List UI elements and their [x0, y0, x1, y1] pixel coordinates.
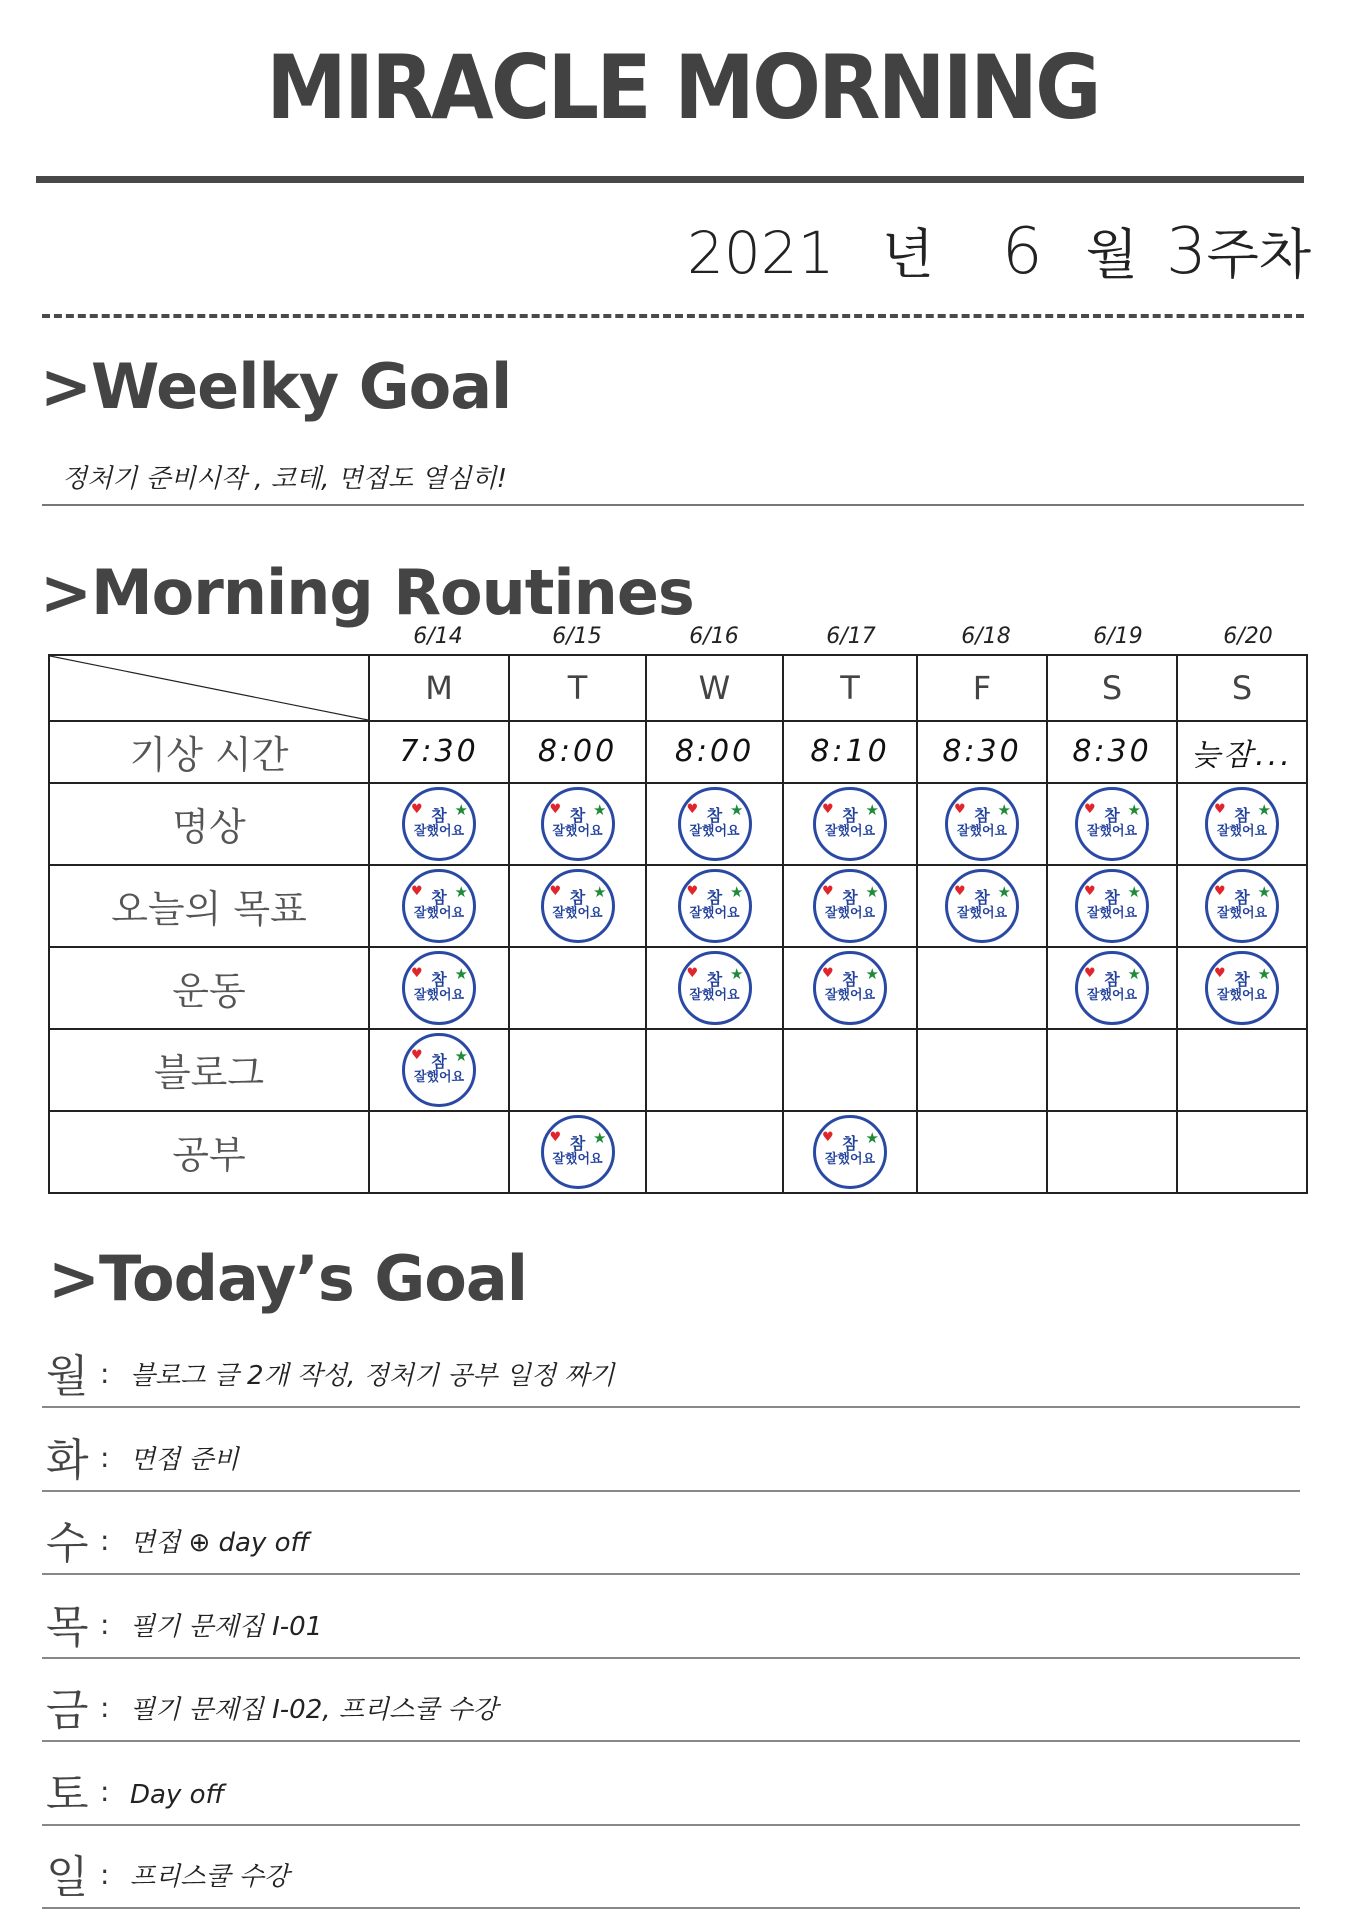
stamp-text-top: 참	[431, 970, 447, 990]
star-icon: ★	[454, 964, 468, 983]
routine-check-cell	[783, 865, 917, 947]
stamp-text-bottom: 잘했어요	[552, 1152, 603, 1168]
today-goal-heading: >Today’s Goal	[48, 1242, 527, 1315]
heart-icon: ♥	[411, 1047, 423, 1063]
week-date	[687, 212, 1311, 289]
stamp-text-bottom: 잘했어요	[413, 1070, 465, 1086]
routine-check-cell	[509, 865, 646, 947]
routine-check-cell	[369, 947, 509, 1029]
wake-time-cell: 8:10	[783, 721, 917, 783]
routine-label: 오늘의 목표	[49, 865, 369, 947]
well-done-stamp	[541, 869, 615, 943]
routine-row	[49, 1029, 1307, 1111]
routine-check-cell	[369, 1029, 509, 1111]
routine-check-cell	[783, 1029, 917, 1111]
today-goal-row	[42, 1746, 1300, 1826]
well-done-stamp	[945, 869, 1019, 943]
routine-check-cell	[917, 1029, 1047, 1111]
heart-icon: ♥	[1214, 965, 1226, 981]
star-icon: ★	[593, 882, 607, 901]
routine-check-cell	[917, 1111, 1047, 1193]
routine-check-cell	[1177, 1029, 1307, 1111]
well-done-stamp	[1205, 787, 1279, 861]
colon-separator: :	[100, 1524, 110, 1557]
stamp-text-top: 참	[569, 888, 586, 908]
stamp-text-bottom: 잘했어요	[1086, 988, 1138, 1004]
star-icon: ★	[1257, 964, 1271, 983]
heart-icon: ♥	[686, 883, 699, 899]
stamp-text-bottom: 잘했어요	[413, 906, 465, 922]
routine-check-cell	[646, 1029, 783, 1111]
well-done-stamp	[678, 787, 752, 861]
heart-icon: ♥	[954, 883, 966, 899]
stamp-text-bottom: 잘했어요	[552, 824, 603, 840]
stamp-text-bottom: 잘했어요	[824, 988, 876, 1004]
stamp-text-bottom: 잘했어요	[824, 824, 876, 840]
page-title: MIRACLE MORNING	[266, 36, 1099, 139]
stamp-text-top: 참	[1234, 970, 1250, 990]
routine-check-cell	[1177, 783, 1307, 865]
well-done-stamp	[678, 869, 752, 943]
heart-icon: ♥	[822, 1129, 834, 1145]
heart-icon: ♥	[686, 801, 699, 817]
weekday-label: 수	[46, 1518, 89, 1569]
month-value: 6	[1001, 215, 1043, 289]
routine-body	[49, 721, 1307, 1193]
today-goal-row	[42, 1495, 1300, 1575]
weekly-goal-underline	[42, 504, 1304, 506]
month-unit: 월	[1085, 223, 1138, 286]
well-done-stamp	[813, 951, 887, 1025]
weekday-label: 화	[46, 1434, 89, 1486]
today-goal-text: 블로그 글 2개 작성, 정처기 공부 일정 짜기	[130, 1361, 615, 1391]
well-done-stamp	[541, 1115, 615, 1189]
routine-check-cell	[369, 783, 509, 865]
star-icon: ★	[1127, 964, 1141, 983]
today-goal-text: 면접 ⊕ day off	[130, 1528, 310, 1558]
heart-icon: ♥	[411, 965, 423, 981]
routine-check-cell	[1047, 783, 1177, 865]
colon-separator: :	[100, 1774, 110, 1808]
well-done-stamp	[1075, 951, 1149, 1025]
star-icon: ★	[730, 800, 744, 819]
well-done-stamp	[1205, 869, 1279, 943]
routine-check-cell	[646, 783, 783, 865]
routine-check-cell	[1047, 1111, 1177, 1193]
stamp-text-top: 참	[842, 970, 858, 990]
stamp-text-bottom: 잘했어요	[956, 906, 1008, 922]
routine-check-cell	[1177, 1111, 1307, 1193]
weekly-goal-heading: >Weelky Goal	[40, 350, 512, 423]
title-divider	[36, 176, 1304, 183]
well-done-stamp	[541, 787, 615, 861]
routine-check-cell	[1047, 865, 1177, 947]
day-header-row	[49, 655, 1307, 721]
star-icon: ★	[865, 1128, 879, 1147]
weekday-label: 월	[46, 1351, 89, 1402]
routine-check-cell	[783, 1111, 917, 1193]
routine-row	[49, 1111, 1307, 1193]
stamp-text-top: 참	[431, 1052, 447, 1072]
day-header: T	[509, 655, 646, 721]
routine-check-cell	[917, 783, 1047, 865]
today-goal-text: 필기 문제집 I-01	[130, 1611, 323, 1642]
star-icon: ★	[1257, 882, 1271, 901]
star-icon: ★	[730, 964, 744, 983]
stamp-text-bottom: 잘했어요	[1086, 824, 1138, 840]
stamp-text-top: 참	[431, 806, 447, 826]
day-header: S	[1047, 655, 1177, 721]
star-icon: ★	[997, 800, 1011, 819]
star-icon: ★	[1127, 882, 1141, 901]
routine-check-cell	[509, 783, 646, 865]
star-icon: ★	[1257, 800, 1271, 819]
heart-icon: ♥	[1084, 965, 1096, 981]
stamp-text-top: 참	[842, 806, 858, 826]
week-value: 3	[1165, 215, 1207, 289]
heart-icon: ♥	[822, 883, 834, 899]
stamp-text-bottom: 잘했어요	[413, 824, 465, 840]
stamp-text-top: 참	[431, 888, 447, 908]
stamp-text-top: 참	[569, 1134, 586, 1154]
stamp-text-bottom: 잘했어요	[956, 824, 1008, 840]
routine-check-cell	[369, 1111, 509, 1193]
day-header: M	[369, 655, 509, 721]
routine-check-cell	[1047, 947, 1177, 1029]
routine-label: 공부	[49, 1111, 369, 1193]
day-header: S	[1177, 655, 1307, 721]
stamp-text-top: 참	[842, 888, 858, 908]
stamp-text-bottom: 잘했어요	[689, 824, 740, 840]
routine-check-cell	[509, 947, 646, 1029]
today-goal-text: 필기 문제집 I-02, 프리스쿨 수강	[130, 1695, 498, 1725]
date-label: 6/17	[826, 624, 876, 649]
heart-icon: ♥	[822, 801, 834, 817]
star-icon: ★	[865, 800, 879, 819]
well-done-stamp	[813, 1115, 887, 1189]
date-label: 6/19	[1093, 624, 1143, 649]
today-goal-row	[42, 1829, 1300, 1909]
date-label: 6/15	[552, 624, 602, 649]
stamp-text-top: 참	[1104, 970, 1120, 990]
routine-check-cell	[1177, 947, 1307, 1029]
year-unit: 년	[881, 223, 934, 286]
heart-icon: ♥	[1214, 883, 1226, 899]
routine-check-cell	[783, 947, 917, 1029]
routine-row	[49, 865, 1307, 947]
corner-cell	[49, 655, 369, 721]
today-goal-text: 프리스쿨 수강	[130, 1862, 289, 1892]
star-icon: ★	[454, 1046, 468, 1065]
colon-separator: :	[100, 1440, 110, 1474]
heart-icon: ♥	[1084, 801, 1096, 817]
routine-label: 명상	[49, 783, 369, 865]
wake-time-cell: 8:00	[646, 721, 783, 783]
routine-check-cell	[917, 947, 1047, 1029]
today-goal-row	[42, 1412, 1300, 1492]
stamp-text-bottom: 잘했어요	[689, 906, 740, 922]
star-icon: ★	[730, 882, 744, 901]
stamp-text-top: 참	[1234, 888, 1250, 908]
stamp-text-bottom: 잘했어요	[689, 988, 740, 1004]
stamp-text-top: 참	[1234, 806, 1250, 826]
routine-label: 운동	[49, 947, 369, 1029]
routine-check-cell	[1047, 1029, 1177, 1111]
routine-table	[48, 654, 1308, 1194]
star-icon: ★	[454, 800, 468, 819]
dashed-divider	[42, 314, 1304, 318]
stamp-text-bottom: 잘했어요	[1216, 988, 1268, 1004]
heart-icon: ♥	[1084, 883, 1096, 899]
routine-check-cell	[646, 947, 783, 1029]
routine-check-cell	[646, 1111, 783, 1193]
stamp-text-top: 참	[1104, 806, 1120, 826]
routine-check-cell	[509, 1111, 646, 1193]
date-label: 6/18	[961, 624, 1011, 649]
stamp-text-bottom: 잘했어요	[552, 906, 603, 922]
routine-check-cell	[783, 783, 917, 865]
weekday-label: 금	[46, 1685, 89, 1736]
wake-time-label: 기상 시간	[49, 721, 369, 783]
routine-check-cell	[646, 865, 783, 947]
stamp-text-top: 참	[569, 806, 586, 826]
colon-separator: :	[100, 1607, 110, 1641]
date-label: 6/14	[413, 624, 463, 649]
stamp-text-bottom: 잘했어요	[824, 906, 876, 922]
well-done-stamp	[813, 787, 887, 861]
routine-check-cell	[917, 865, 1047, 947]
colon-separator: :	[100, 1357, 110, 1390]
heart-icon: ♥	[954, 801, 966, 817]
date-label: 6/20	[1223, 624, 1273, 649]
stamp-text-bottom: 잘했어요	[413, 988, 465, 1004]
well-done-stamp	[678, 951, 752, 1025]
well-done-stamp	[402, 869, 476, 943]
wake-time-cell: 늦잠...	[1177, 721, 1307, 783]
weekly-goal-text: 정처기 준비시작 , 코테, 면접도 열심히!	[62, 464, 508, 494]
stamp-text-top: 참	[1104, 888, 1120, 908]
well-done-stamp	[813, 869, 887, 943]
heart-icon: ♥	[686, 965, 699, 981]
stamp-text-top: 참	[974, 888, 990, 908]
day-header: F	[917, 655, 1047, 721]
weekday-label: 목	[46, 1601, 89, 1653]
star-icon: ★	[593, 1128, 607, 1147]
wake-time-cell: 8:30	[1047, 721, 1177, 783]
heart-icon: ♥	[549, 883, 562, 899]
routine-row	[49, 947, 1307, 1029]
heart-icon: ♥	[411, 883, 423, 899]
year-value: 2021	[686, 219, 835, 287]
stamp-text-top: 참	[706, 888, 723, 908]
stamp-text-top: 참	[842, 1134, 858, 1154]
star-icon: ★	[1127, 800, 1141, 819]
routine-check-cell	[369, 865, 509, 947]
stamp-text-top: 참	[706, 806, 723, 826]
routine-check-cell	[509, 1029, 646, 1111]
stamp-text-bottom: 잘했어요	[824, 1152, 876, 1168]
heart-icon: ♥	[822, 965, 834, 981]
colon-separator: :	[100, 1858, 110, 1891]
well-done-stamp	[945, 787, 1019, 861]
wake-time-cell: 8:00	[509, 721, 646, 783]
wake-time-row	[49, 721, 1307, 783]
star-icon: ★	[865, 882, 879, 901]
today-goal-text: Day off	[130, 1779, 225, 1810]
day-header: W	[646, 655, 783, 721]
morning-routines-heading: >Morning Routines	[40, 556, 694, 629]
well-done-stamp	[1075, 869, 1149, 943]
star-icon: ★	[454, 882, 468, 901]
date-label: 6/16	[689, 624, 739, 649]
heart-icon: ♥	[1214, 801, 1226, 817]
routine-row	[49, 783, 1307, 865]
today-goal-row	[42, 1662, 1300, 1742]
stamp-text-top: 참	[974, 806, 990, 826]
star-icon: ★	[997, 882, 1011, 901]
well-done-stamp	[402, 787, 476, 861]
routine-check-cell	[1177, 865, 1307, 947]
heart-icon: ♥	[411, 801, 423, 817]
heart-icon: ♥	[549, 801, 562, 817]
colon-separator: :	[100, 1691, 110, 1724]
wake-time-cell: 7:30	[369, 721, 509, 783]
well-done-stamp	[402, 1033, 476, 1107]
routine-label: 블로그	[49, 1029, 369, 1111]
well-done-stamp	[402, 951, 476, 1025]
today-goal-row	[42, 1328, 1300, 1408]
stamp-text-bottom: 잘했어요	[1216, 824, 1268, 840]
stamp-text-bottom: 잘했어요	[1216, 906, 1268, 922]
day-header: T	[783, 655, 917, 721]
star-icon: ★	[865, 964, 879, 983]
star-icon: ★	[593, 800, 607, 819]
week-unit: 주차	[1206, 223, 1311, 286]
well-done-stamp	[1205, 951, 1279, 1025]
stamp-text-top: 참	[706, 970, 723, 990]
today-goal-text: 면접 준비	[130, 1444, 239, 1475]
stamp-text-bottom: 잘했어요	[1086, 906, 1138, 922]
today-goal-row	[42, 1579, 1300, 1659]
wake-time-cell: 8:30	[917, 721, 1047, 783]
diagonal-line	[50, 656, 368, 720]
weekday-label: 일	[46, 1852, 89, 1903]
well-done-stamp	[1075, 787, 1149, 861]
heart-icon: ♥	[549, 1129, 562, 1145]
weekday-label: 토	[46, 1768, 89, 1820]
